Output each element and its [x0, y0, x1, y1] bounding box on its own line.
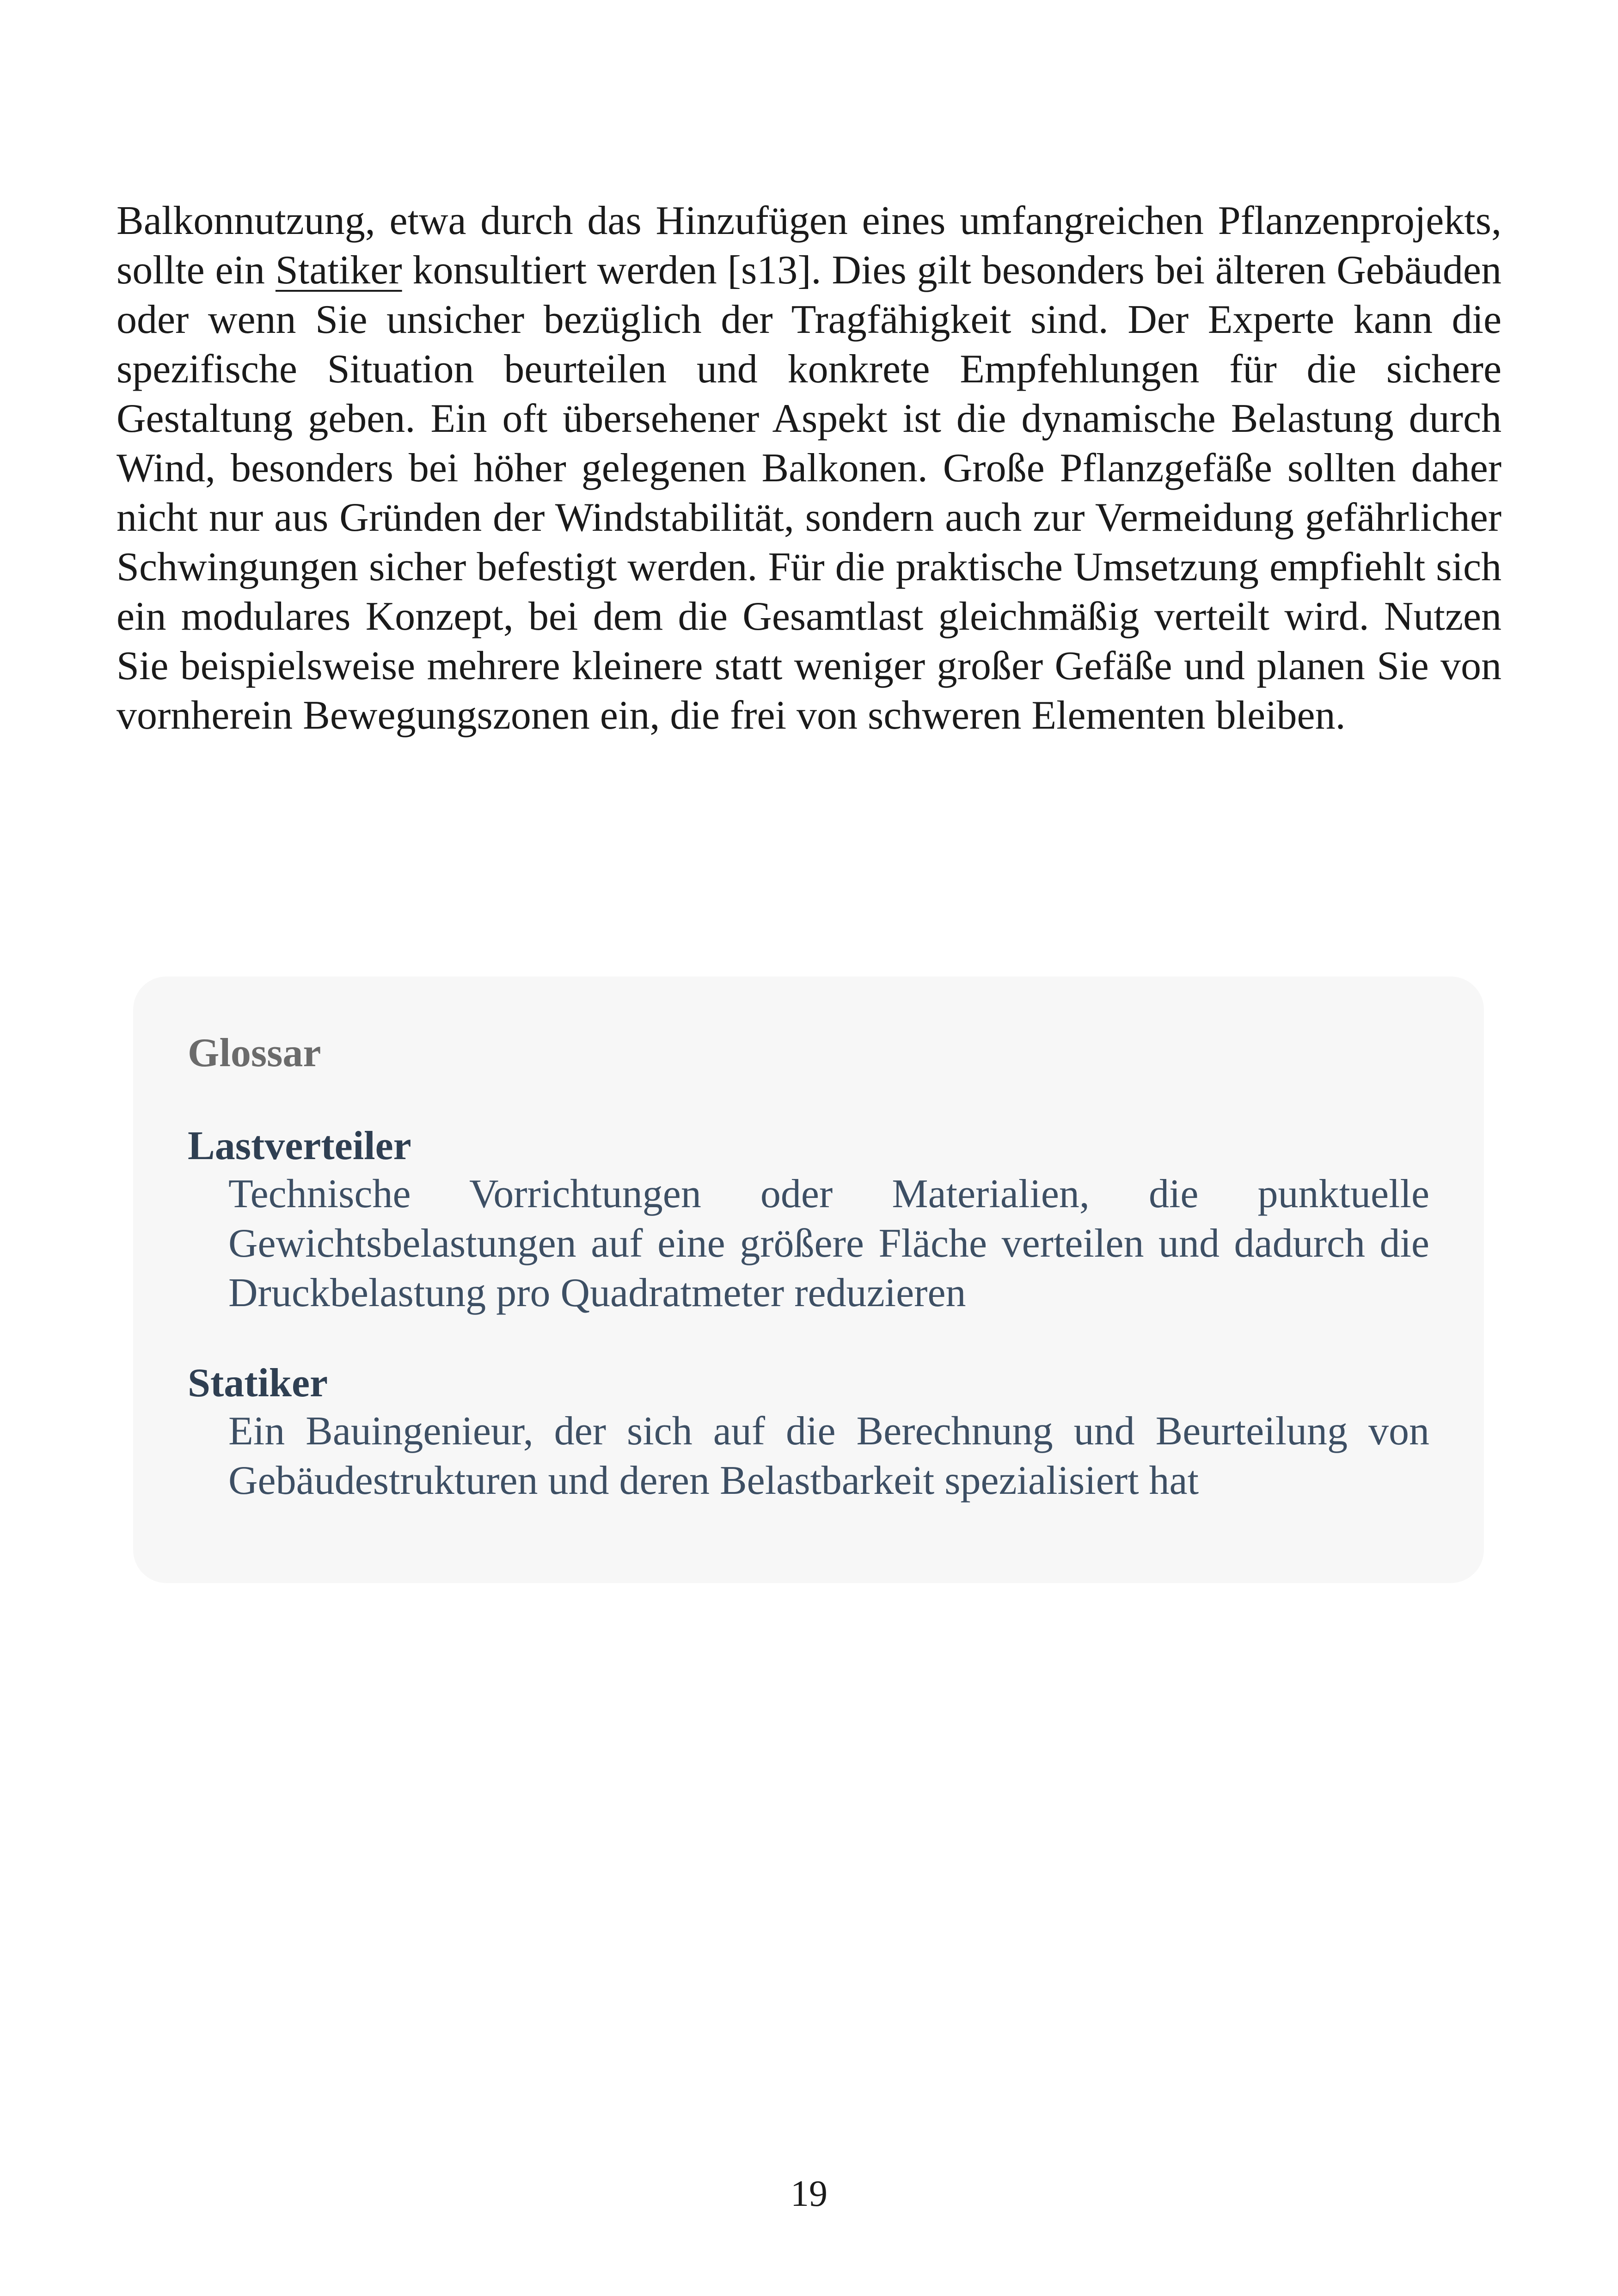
page-number: 19 — [791, 2173, 827, 2214]
body-text-segment: Balkonnutzung, etwa durch das Hinzufügen eines umfangreichen Pflanzenprojekts, sollte ein — [116, 198, 1502, 293]
glossary-definition: Technische Vorrichtungen oder Materialien, die punktuelle Gewichtsbelastungen auf eine größere Fläche verteilen und dadurch die Druckbelastung pro Quadratmeter reduzieren — [228, 1172, 1429, 1315]
glossary-term: Lastverteiler — [188, 1123, 411, 1168]
glossary-entry — [188, 1360, 1429, 1505]
body-paragraph — [116, 196, 1502, 740]
body-text-segment: konsultiert werden [s13]. Dies gilt besonders bei älteren Gebäuden oder wenn Sie unsicher bezüglich der Tragfähigkeit sind. Der Experte kann die spezifische Situation beurteilen und konkrete Empfehlungen für die sichere Gestaltung geben. Ein oft übersehener Aspekt ist die dynamische Belastung durch Wind, besonders bei höher gelegenen Balkonen. Große Pflanzgefäße sollten daher nicht nur aus Gründen der Windstabilität, sondern auch zur Vermeidung gefährlicher Schwingungen sicher befestigt werden. Für die praktische Umsetzung empfiehlt sich ein modulares Konzept, bei dem die Gesamtlast gleichmäßig verteilt wird. Nutzen Sie beispielsweise mehrere kleinere statt weniger großer Gefäße und planen Sie von vornherein Bewegungszonen ein, die frei von schweren Elementen bleiben. — [116, 248, 1502, 738]
statiker-glossary-link[interactable]: Statiker — [275, 248, 402, 293]
glossary-definition: Ein Bauingenieur, der sich auf die Berechnung und Beurteilung von Gebäudestrukturen und deren Belastbarkeit spezialisiert hat — [228, 1409, 1429, 1503]
glossary-term: Statiker — [188, 1361, 328, 1406]
glossary-title: Glossar — [188, 1031, 321, 1075]
glossary-entry — [188, 1123, 1429, 1318]
glossary-box — [133, 976, 1484, 1583]
